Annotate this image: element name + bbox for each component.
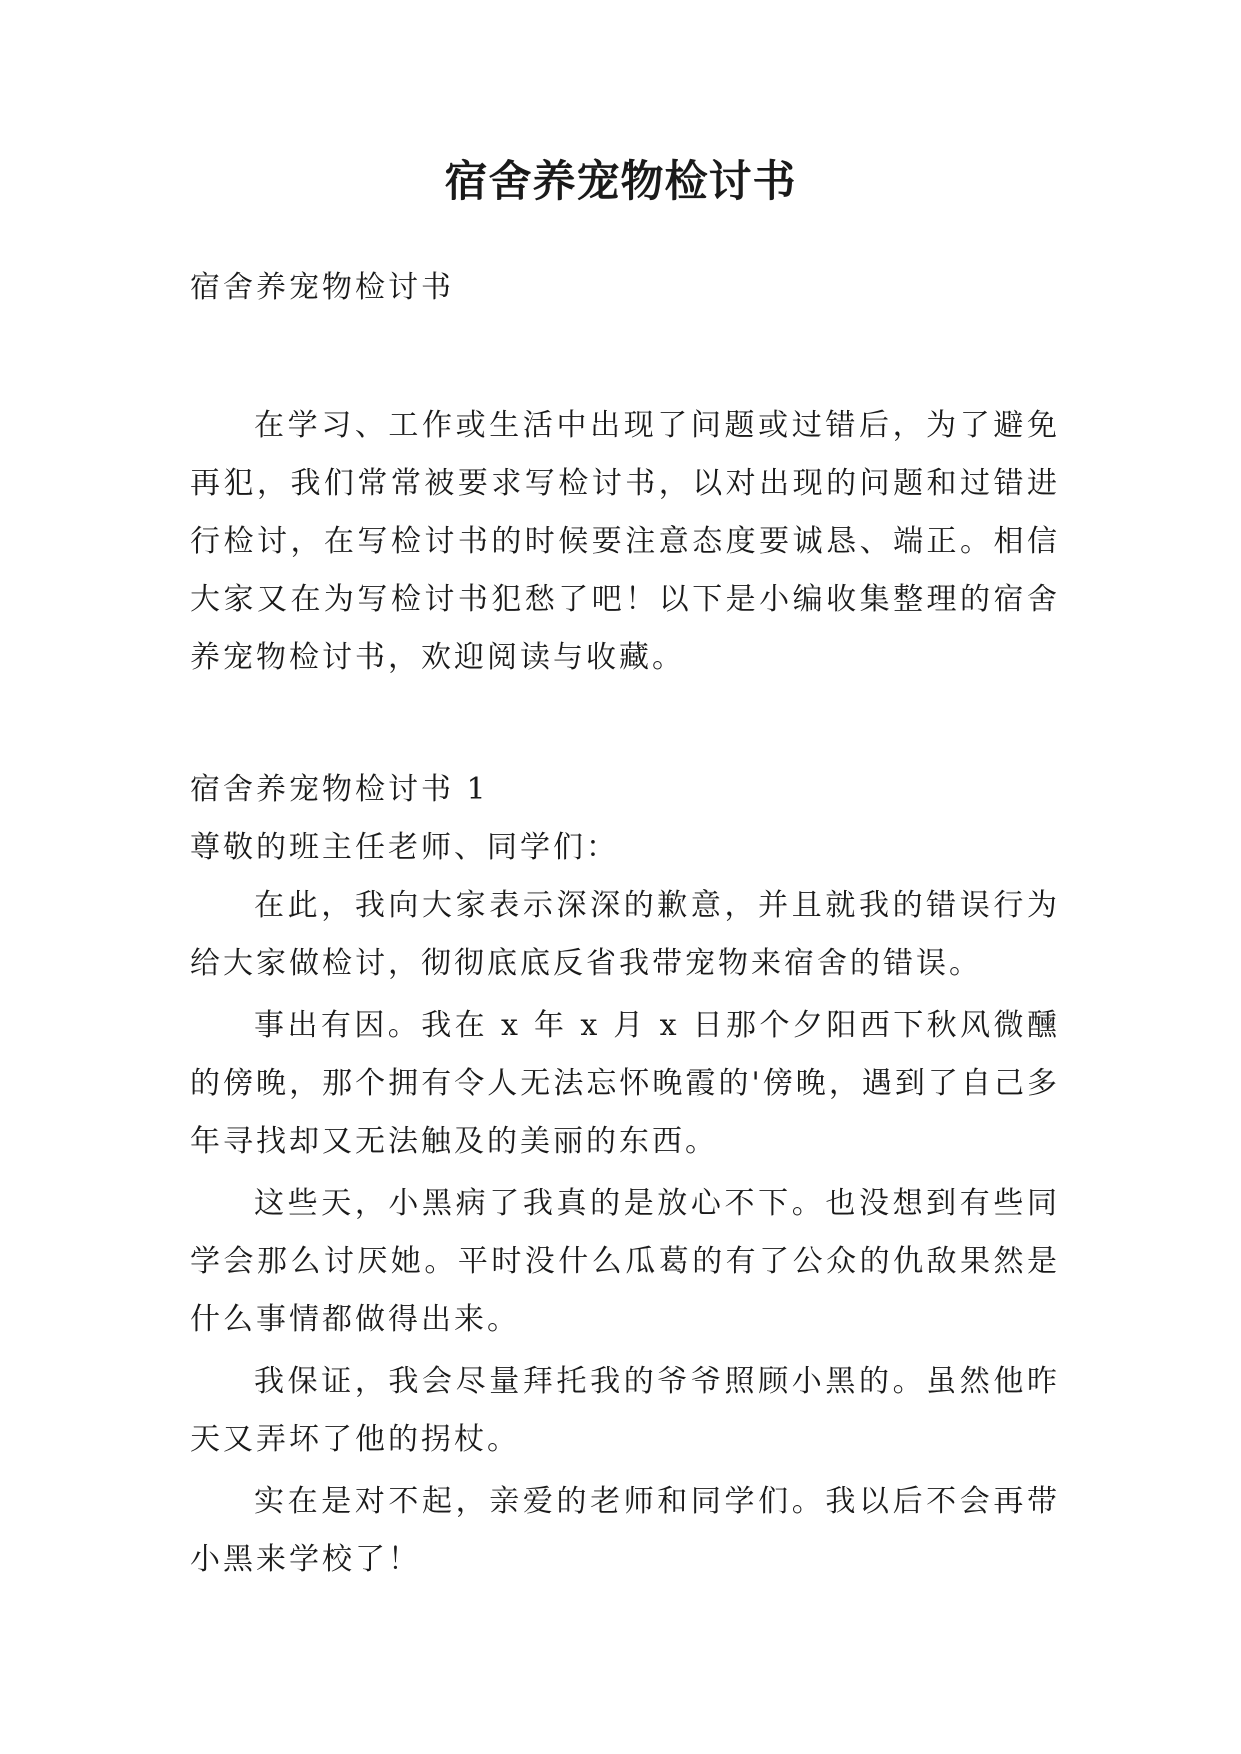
document-body [190,259,1060,1589]
body-paragraph-4: 我保证，我会尽量拜托我的爷爷照顾小黑的。虽然他昨天又弄坏了他的拐杖。 [190,1364,1060,1457]
document-title: 宿舍养宠物检讨书 [444,157,797,207]
section-heading: 宿舍养宠物检讨书 1 [190,772,489,807]
document-subtitle: 宿舍养宠物检讨书 [190,270,454,305]
body-paragraph-1: 在此，我向大家表示深深的歉意，并且就我的错误行为给大家做检讨，彻彻底底反省我带宠物来宿舍的错误。 [190,888,1060,981]
body-paragraph-5: 实在是对不起，亲爱的老师和同学们。我以后不会再带小黑来学校了！ [190,1484,1060,1577]
body-paragraph-2: 事出有因。我在 x 年 x 月 x 日那个夕阳西下秋风微醺的傍晚，那个拥有令人无法忘怀晚霞的'傍晚，遇到了自己多年寻找却又无法触及的美丽的东西。 [190,1008,1060,1159]
body-paragraph-3: 这些天，小黑病了我真的是放心不下。也没想到有些同学会那么讨厌她。平时没什么瓜葛的有了公众的仇敌果然是什么事情都做得出来。 [190,1186,1060,1337]
intro-paragraph: 在学习、工作或生活中出现了问题或过错后，为了避免再犯，我们常常被要求写检讨书，以对出现的问题和过错进行检讨，在写检讨书的时候要注意态度要诚恳、端正。相信大家又在为写检讨书犯愁了吧！以下是小编收集整理的宿舍养宠物检讨书，欢迎阅读与收藏。 [190,408,1060,675]
salutation: 尊敬的班主任老师、同学们： [190,830,619,865]
